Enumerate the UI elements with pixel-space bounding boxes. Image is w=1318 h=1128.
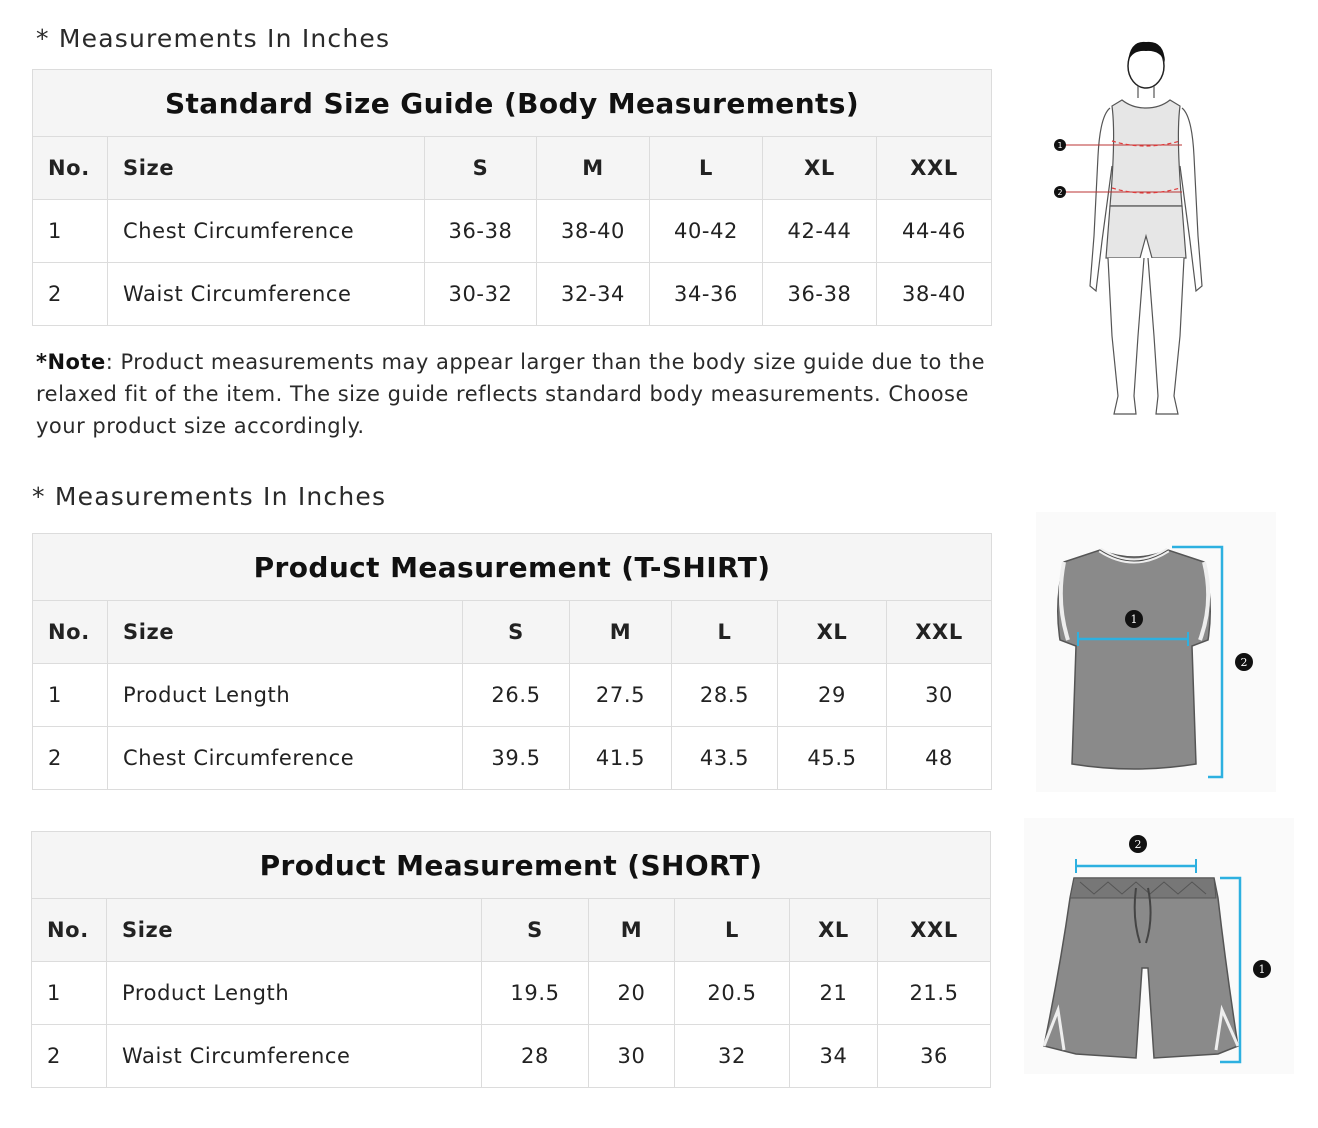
table-title: Standard Size Guide (Body Measurements) xyxy=(33,70,992,137)
table-cell: 1 xyxy=(32,962,107,1025)
table-cell: 29 xyxy=(778,664,887,727)
size-note-paragraph xyxy=(36,346,996,442)
table-cell: 34 xyxy=(790,1025,878,1088)
table-cell: 1 xyxy=(33,200,108,263)
table-cell: 48 xyxy=(887,727,992,790)
table-cell: 20 xyxy=(589,962,675,1025)
table-cell: 30-32 xyxy=(425,263,537,326)
shorts-illustration xyxy=(1024,818,1294,1074)
table-cell: Waist Circumference xyxy=(108,263,425,326)
table-cell: 38-40 xyxy=(877,263,992,326)
table-cell: 36 xyxy=(878,1025,991,1088)
table-cell: 39.5 xyxy=(463,727,570,790)
table-cell: 43.5 xyxy=(672,727,778,790)
table-cell: 2 xyxy=(33,263,108,326)
header-cell: Size xyxy=(107,899,482,962)
header-cell: S xyxy=(463,601,570,664)
body-figure-illustration xyxy=(1040,36,1220,426)
table-header-row xyxy=(33,601,992,664)
table-cell: 2 xyxy=(32,1025,107,1088)
table-cell: Product Length xyxy=(108,664,463,727)
table-cell: 27.5 xyxy=(570,664,672,727)
table-cell: Chest Circumference xyxy=(108,727,463,790)
body-size-table xyxy=(32,69,992,326)
header-cell: XXL xyxy=(887,601,992,664)
header-cell: M xyxy=(537,137,650,200)
table-row xyxy=(32,1025,991,1088)
table-cell: 19.5 xyxy=(482,962,589,1025)
table-header-row xyxy=(32,899,991,962)
header-cell: XXL xyxy=(878,899,991,962)
header-cell: L xyxy=(675,899,790,962)
header-cell: S xyxy=(482,899,589,962)
table-title: Product Measurement (SHORT) xyxy=(32,832,991,899)
table-header-row xyxy=(33,137,992,200)
table-cell: Chest Circumference xyxy=(108,200,425,263)
table-cell: 36-38 xyxy=(425,200,537,263)
table-cell: 2 xyxy=(33,727,108,790)
table-row xyxy=(33,664,992,727)
table-cell: 1 xyxy=(33,664,108,727)
svg-text:2: 2 xyxy=(1134,838,1142,851)
table-cell: 42-44 xyxy=(763,200,877,263)
table-cell: 21.5 xyxy=(878,962,991,1025)
header-cell: Size xyxy=(108,601,463,664)
table-cell: 32 xyxy=(675,1025,790,1088)
tshirt-size-table xyxy=(32,533,992,790)
svg-text:1: 1 xyxy=(1130,613,1138,626)
table-cell: 30 xyxy=(887,664,992,727)
table-cell: 28 xyxy=(482,1025,589,1088)
note-bold-label: *Note xyxy=(36,350,106,374)
table-cell: 45.5 xyxy=(778,727,887,790)
units-note: * Measurements In Inches xyxy=(32,482,387,511)
table-row xyxy=(32,962,991,1025)
table-cell: 40-42 xyxy=(650,200,763,263)
svg-text:1: 1 xyxy=(1057,141,1063,150)
table-cell: 21 xyxy=(790,962,878,1025)
header-cell: XL xyxy=(778,601,887,664)
table-cell: 36-38 xyxy=(763,263,877,326)
header-cell: XXL xyxy=(877,137,992,200)
header-cell: No. xyxy=(33,601,108,664)
header-cell: No. xyxy=(33,137,108,200)
table-cell: 26.5 xyxy=(463,664,570,727)
header-cell: S xyxy=(425,137,537,200)
svg-text:2: 2 xyxy=(1240,656,1248,669)
short-size-table xyxy=(31,831,991,1088)
table-row xyxy=(33,200,992,263)
table-cell: 41.5 xyxy=(570,727,672,790)
header-cell: No. xyxy=(32,899,107,962)
table-row xyxy=(33,263,992,326)
header-cell: L xyxy=(672,601,778,664)
table-cell: 20.5 xyxy=(675,962,790,1025)
table-cell: Waist Circumference xyxy=(107,1025,482,1088)
table-cell: 34-36 xyxy=(650,263,763,326)
table-cell: 28.5 xyxy=(672,664,778,727)
table-cell: 38-40 xyxy=(537,200,650,263)
table-title: Product Measurement (T-SHIRT) xyxy=(33,534,992,601)
table-cell: 30 xyxy=(589,1025,675,1088)
header-cell: M xyxy=(570,601,672,664)
table-cell: 44-46 xyxy=(877,200,992,263)
units-note: * Measurements In Inches xyxy=(36,24,391,53)
svg-text:2: 2 xyxy=(1057,188,1063,197)
header-cell: M xyxy=(589,899,675,962)
table-row xyxy=(33,727,992,790)
header-cell: XL xyxy=(790,899,878,962)
note-text: : Product measurements may appear larger than the body size guide due to the relaxed fit of the item. The size guide reflects standard body measurements. Choose your product size accordingly. xyxy=(36,350,986,438)
tshirt-illustration xyxy=(1036,512,1276,792)
table-cell: 32-34 xyxy=(537,263,650,326)
header-cell: XL xyxy=(763,137,877,200)
table-cell: Product Length xyxy=(107,962,482,1025)
header-cell: Size xyxy=(108,137,425,200)
svg-text:1: 1 xyxy=(1258,963,1266,976)
header-cell: L xyxy=(650,137,763,200)
